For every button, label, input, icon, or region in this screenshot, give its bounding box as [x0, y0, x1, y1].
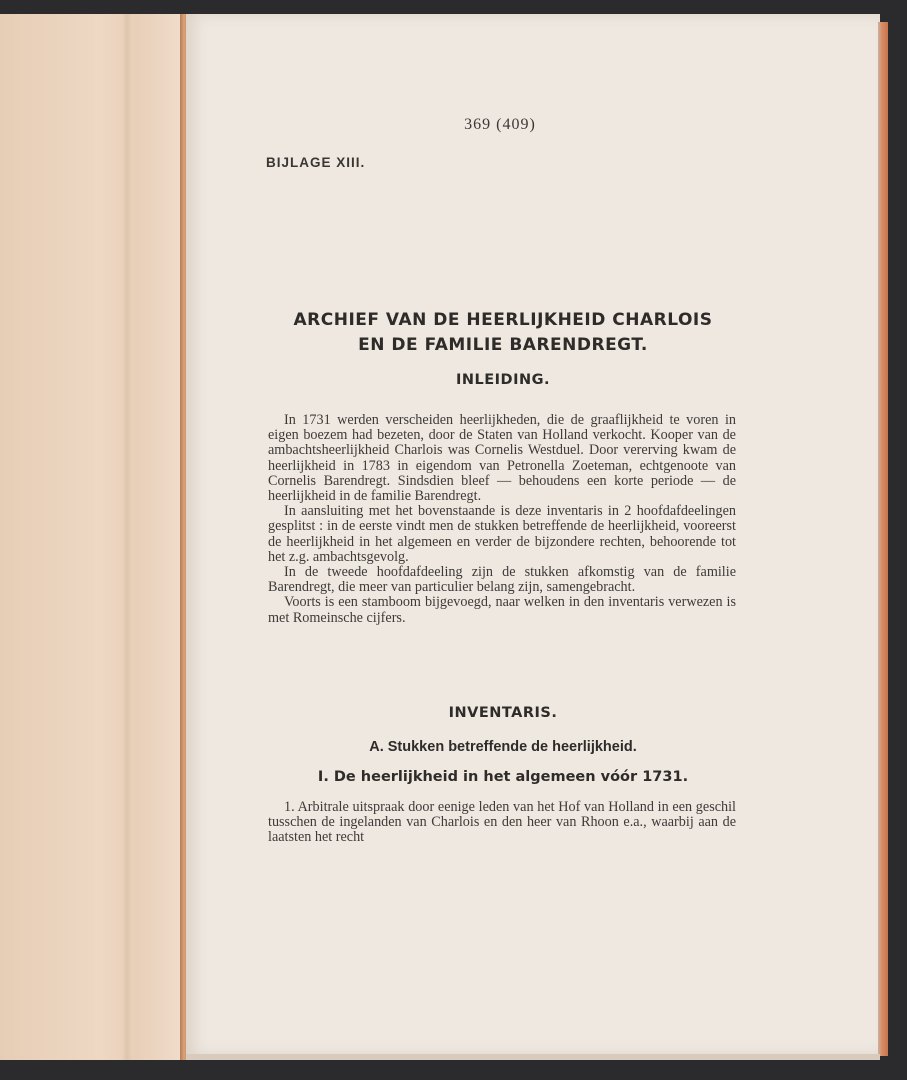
intro-paragraph: Voorts is een stamboom bijgevoegd, naar welken in den inventaris verwezen is met Romeinsche cijfers. — [268, 594, 736, 626]
intro-paragraph: In aansluiting met het bovenstaande is deze inventaris in 2 hoofdafdeelingen gesplitst : in de eerste vindt men de stukken betreffende de heerlijkheid, vooreerst de heerlijkheid in het algemeen en verder de bijzondere rechten, behoorende tot het z.g. ambachtsgevolg. — [268, 503, 736, 565]
page-bottom-edge — [186, 1054, 880, 1060]
title-line-2: EN DE FAMILIE BARENDREGT. — [358, 335, 648, 355]
section-a-heading: A. Stukken betreffende de heerlijkheid. — [369, 739, 637, 755]
intro-text — [268, 413, 736, 626]
title-line-1: ARCHIEF VAN DE HEERLIJKHEID CHARLOIS — [293, 310, 713, 330]
page-fold-shadow — [122, 14, 132, 1060]
appendix-label: BIJLAGE XIII. — [266, 155, 366, 170]
intro-heading: INLEIDING. — [455, 372, 551, 388]
intro-paragraph: In 1731 werden verscheiden heerlijkheden, die de graaflijkheid te voren in eigen boezem had bezeten, door de Staten van Holland verkocht. Kooper van de ambachtsheerlijkheid Charlois was Cornelis Westduel. Door vererving kwam de heerlijkheid in 1783 in eigendom van Petronella Zoeteman, echtgenoote van Cornelis Barendregt. Sindsdien bleef — behoudens een korte periode — de heerlijkheid in de familie Barendregt. — [268, 412, 736, 505]
page-number: 369 (409) — [464, 116, 536, 133]
left-book-page — [0, 14, 184, 1060]
intro-paragraph: In de tweede hoofdafdeeling zijn de stukken afkomstig van de familie Barendregt, die meer van particulier belang zijn, samengebracht. — [268, 564, 736, 596]
document-title — [270, 308, 736, 358]
inventory-item-1 — [268, 800, 736, 846]
page-stack-edge — [878, 22, 888, 1056]
section-i-heading: I. De heerlijkheid in het algemeen vóór 1731. — [317, 769, 689, 785]
inventory-heading: INVENTARIS. — [448, 705, 558, 721]
inventory-item-text: 1. Arbitrale uitspraak door eenige leden van het Hof van Holland in een geschil tusschen de ingelanden van Charlois en den heer van Rhoon e.a., waarbij aan de laatsten het recht — [268, 799, 736, 846]
